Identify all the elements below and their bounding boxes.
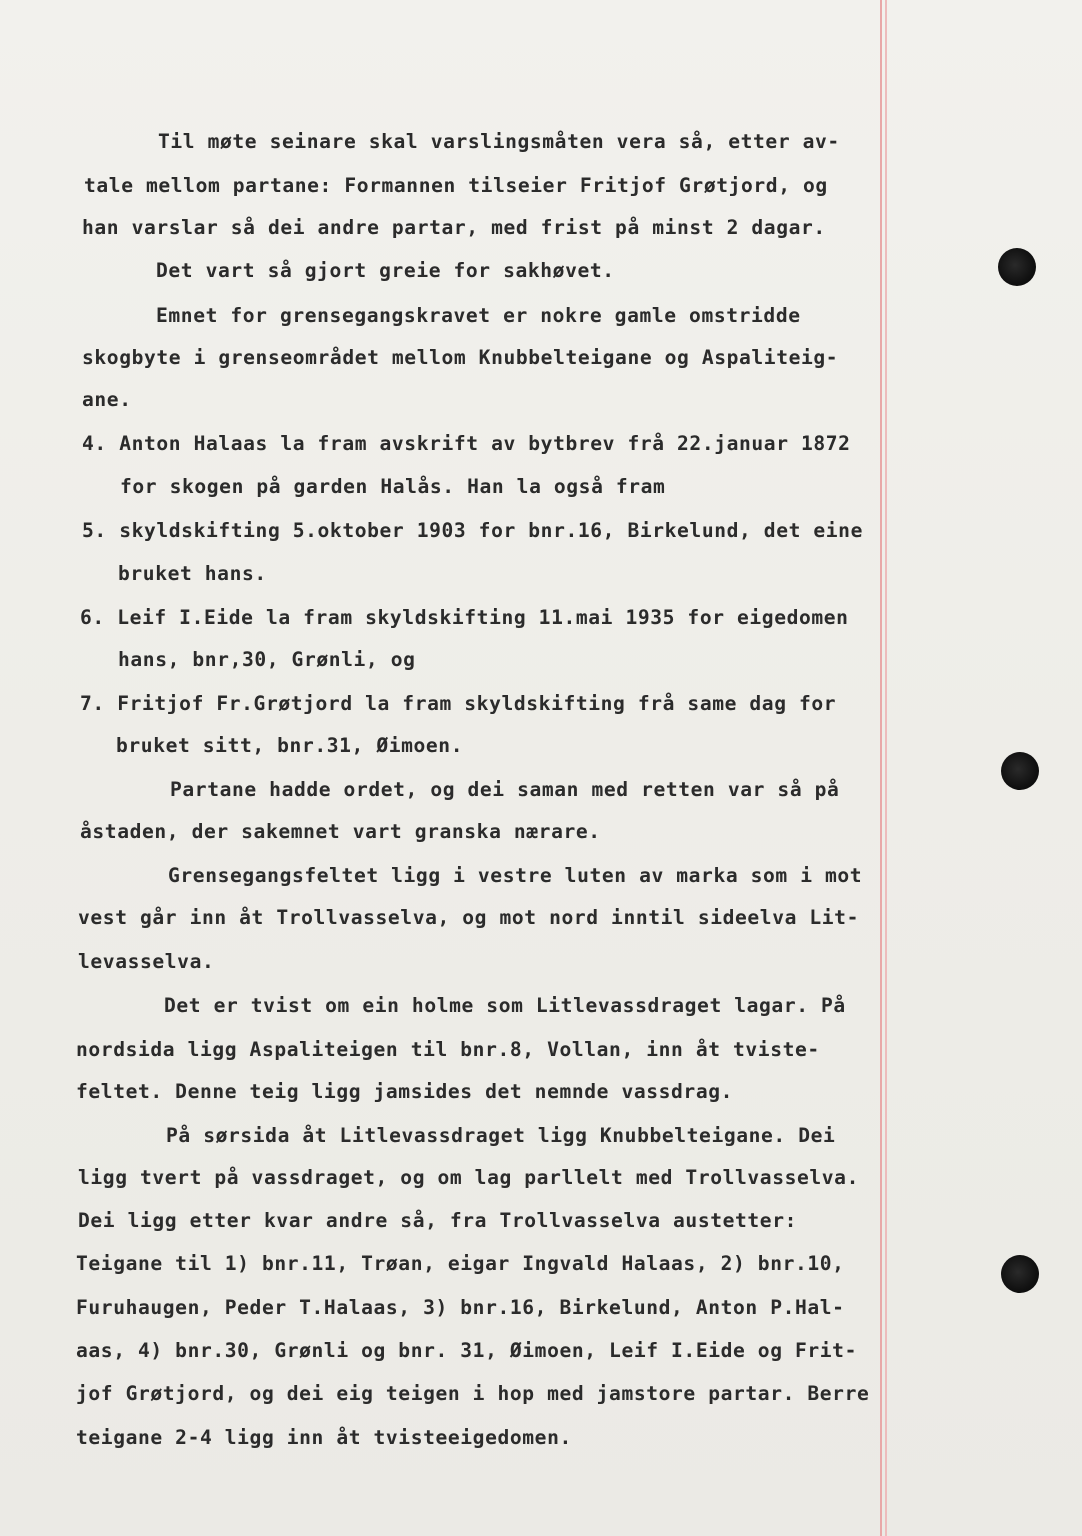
text-line: han varslar så dei andre partar, med frist på minst 2 dagar. <box>82 216 826 239</box>
text-line: aas, 4) bnr.30, Grønli og bnr. 31, Øimoen, Leif I.Eide og Frit- <box>76 1339 857 1362</box>
text-line: Det er tvist om ein holme som Litlevassdraget lagar. På <box>164 994 846 1017</box>
text-line: 6. Leif I.Eide la fram skyldskifting 11.mai 1935 for eigedomen <box>80 606 849 629</box>
text-line: Dei ligg etter kvar andre så, fra Trollvasselva austetter: <box>78 1209 797 1232</box>
text-line: 4. Anton Halaas la fram avskrift av bytbrev frå 22.januar 1872 <box>82 432 851 455</box>
text-line: Emnet for grensegangskravet er nokre gamle omstridde <box>156 304 801 327</box>
text-line: vest går inn åt Trollvasselva, og mot nord inntil sideelva Lit- <box>78 906 859 929</box>
text-line: jof Grøtjord, og dei eig teigen i hop med jamstore partar. Berre <box>76 1382 870 1405</box>
text-line: ane. <box>82 388 132 411</box>
text-line: bruket sitt, bnr.31, Øimoen. <box>116 734 464 757</box>
text-line: hans, bnr,30, Grønli, og <box>118 648 416 671</box>
margin-rule-red <box>880 0 882 1536</box>
text-line: tale mellom partane: Formannen tilseier Fritjof Grøtjord, og <box>84 174 828 197</box>
margin-rule-red-second <box>885 0 887 1536</box>
text-line: Teigane til 1) bnr.11, Trøan, eigar Ingvald Halaas, 2) bnr.10, <box>76 1252 845 1275</box>
text-line: for skogen på garden Halås. Han la også fram <box>120 475 666 498</box>
text-line: skogbyte i grenseområdet mellom Knubbelteigane og Aspaliteig- <box>82 346 839 369</box>
text-line: feltet. Denne teig ligg jamsides det nemnde vassdrag. <box>76 1080 734 1103</box>
text-line: åstaden, der sakemnet vart granska nærare. <box>80 820 601 843</box>
punch-hole <box>1001 1255 1039 1293</box>
text-line: 7. Fritjof Fr.Grøtjord la fram skyldskifting frå same dag for <box>80 692 837 715</box>
text-line: Grensegangsfeltet ligg i vestre luten av marka som i mot <box>168 864 863 887</box>
punch-hole <box>1001 752 1039 790</box>
text-line: ligg tvert på vassdraget, og om lag parllelt med Trollvasselva. <box>78 1166 859 1189</box>
text-line: 5. skyldskifting 5.oktober 1903 for bnr.16, Birkelund, det eine <box>82 519 863 542</box>
text-line: levasselva. <box>78 950 215 973</box>
text-line: Furuhaugen, Peder T.Halaas, 3) bnr.16, Birkelund, Anton P.Hal- <box>76 1296 845 1319</box>
text-line: Partane hadde ordet, og dei saman med retten var så på <box>170 778 840 801</box>
text-line: nordsida ligg Aspaliteigen til bnr.8, Vollan, inn åt tviste- <box>76 1038 820 1061</box>
punch-hole <box>998 248 1036 286</box>
text-line: teigane 2-4 ligg inn åt tvisteeigedomen. <box>76 1426 572 1449</box>
text-line: Det vart så gjort greie for sakhøvet. <box>156 259 615 282</box>
text-line: bruket hans. <box>118 562 267 585</box>
text-line: Til møte seinare skal varslingsmåten vera så, etter av- <box>158 130 840 153</box>
text-line: På sørsida åt Litlevassdraget ligg Knubbelteigane. Dei <box>166 1124 836 1147</box>
